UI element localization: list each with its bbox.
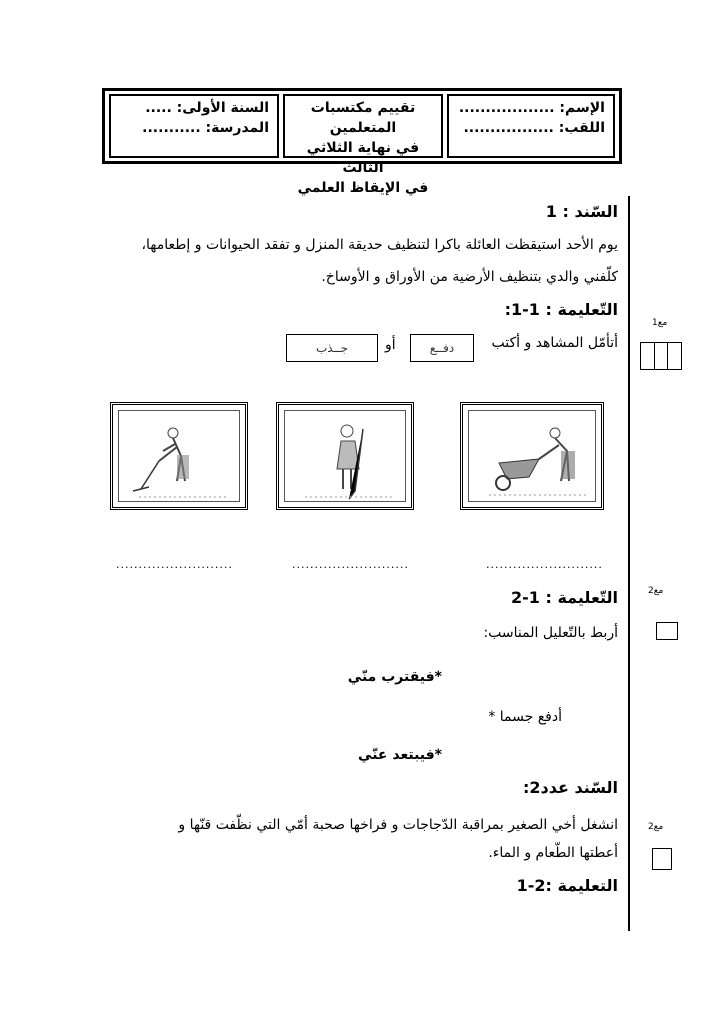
push-word-box: دفــع	[410, 334, 474, 362]
header-name: الإسم: ..................	[458, 100, 605, 116]
header-class-school	[109, 94, 279, 158]
task3-title: التعليمة :2-1	[516, 876, 618, 895]
section2-line1: انشغل أخي الصغير بمراقبة الدّجاجات و فراخها صحبة أمّي التي نظّفت قنّها و	[178, 817, 618, 833]
pull-word-box: جــذب	[286, 334, 378, 362]
task1-title: التّعليمة : 1-1:	[504, 300, 618, 319]
answer-dots-3[interactable]: ..........................	[486, 558, 603, 571]
mark-label-2: مع2	[648, 586, 664, 596]
section2-title: السّند عدد2:	[522, 778, 618, 797]
picture-sweeping	[276, 402, 414, 510]
link-item-push[interactable]: أدفع جسما *	[488, 709, 562, 725]
picture-raking	[110, 402, 248, 510]
header-title	[283, 94, 443, 196]
header-box	[102, 88, 622, 196]
section1-line2: كلّفني والدي بتنظيف الأرضية من الأوراق و الأوساخ.	[321, 269, 618, 285]
section1-line1: يوم الأحد استيقظت العائلة باكرا لتنظيف حديقة المنزل و تفقد الحيوانات و إطعامها،	[141, 237, 618, 253]
section2-line2: أعطتها الطّعام و الماء.	[488, 845, 618, 861]
mark-label-1: مع1	[652, 318, 668, 328]
task1-instruction: أتأمّل المشاهد و أكتب	[491, 335, 618, 351]
header-title-line1: تقييم مكتسبات المتعلمين	[310, 100, 416, 136]
header-year: السنة الأولى: .....	[145, 100, 269, 116]
sweeping-figure-icon	[285, 411, 411, 507]
link-option-move-away[interactable]: *فيبتعد عنّي	[358, 747, 442, 763]
score-grid-1[interactable]	[640, 342, 682, 370]
section1-title: السّند : 1	[545, 202, 618, 221]
raking-figure-icon	[119, 411, 245, 507]
score-box-2[interactable]	[656, 622, 678, 640]
margin-line	[628, 196, 630, 931]
header-surname: اللقب: .................	[463, 120, 605, 136]
task2-instruction: أربط بالتّعليل المناسب:	[483, 625, 618, 641]
wheelbarrow-figure-icon	[469, 411, 601, 507]
or-word: أو	[385, 337, 396, 353]
answer-dots-2[interactable]: ..........................	[292, 558, 409, 571]
picture-wheelbarrow	[460, 402, 604, 510]
score-box-3[interactable]	[652, 848, 672, 870]
answer-dots-1[interactable]: ..........................	[116, 558, 233, 571]
task2-title: التّعليمة : 1-2	[510, 588, 618, 607]
header-title-line3: في الإيقاظ العلمي	[297, 180, 429, 196]
header-school: المدرسة: ...........	[142, 120, 269, 136]
mark-label-3: مع2	[648, 822, 664, 832]
link-option-approach[interactable]: *فيقترب منّي	[347, 669, 442, 685]
header-student	[447, 94, 615, 158]
header-title-line2: في نهاية الثلاثي الثالث	[306, 140, 420, 176]
